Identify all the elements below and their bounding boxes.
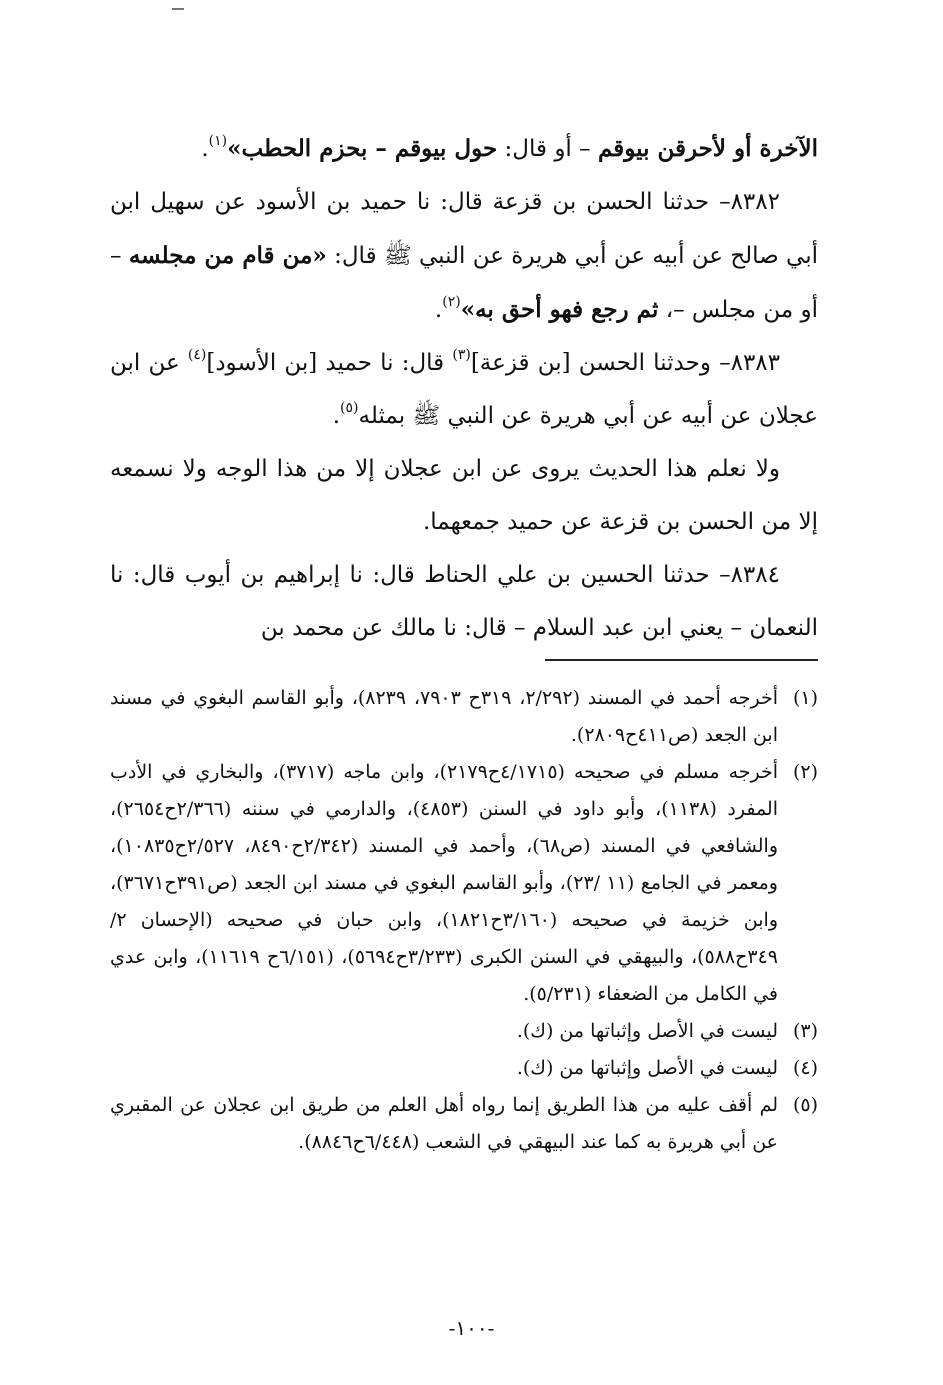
footnote-number: (٥) <box>792 1094 818 1116</box>
bold-phrase: ثم رجع فهو أحق به» <box>460 296 659 323</box>
footnote-ref: (١) <box>208 133 228 150</box>
hadith-8382 <box>110 176 818 337</box>
scan-mark <box>172 8 184 10</box>
footnote-number: (٢) <box>792 761 818 783</box>
footnote-5 <box>110 1087 818 1161</box>
footnote-number: (١) <box>792 687 818 709</box>
text-run: ٨٣٨٣– وحدثنا الحسن [بن قزعة] <box>470 350 781 376</box>
text-run: . <box>434 297 443 323</box>
footnotes <box>110 680 818 1161</box>
footnote-text: لم أقف عليه من هذا الطريق إنما رواه أهل العلم من طريق ابن عجلان عن المقبري عن أبي هريرة به كما عند البيهقي في الشعب (٦/٤٤٨ح٨٨٤٦). <box>110 1094 778 1153</box>
footnote-4 <box>110 1050 818 1087</box>
text-run: قال: نا حميد [بن الأسود] <box>206 350 453 376</box>
footnote-number: (٤) <box>792 1057 818 1079</box>
text-run: ٨٣٨٢– حدثنا الحسن بن قزعة قال: نا حميد بن الأسود عن سهيل ابن أبي صالح عن أبيه عن أبي هريرة عن النبي ﷺ قال: <box>110 189 819 269</box>
page-number: -١٠٠- <box>448 1316 495 1340</box>
main-text <box>110 122 818 655</box>
bold-phrase: الآخرة أو لأحرقن بيوقم <box>597 135 818 162</box>
text-run: – أو من مجلس –، <box>110 243 818 323</box>
footnote-ref: (٤) <box>187 347 207 364</box>
footnote-number: (٣) <box>792 1020 818 1042</box>
footnote-separator <box>545 659 818 661</box>
text-run: عن ابن عجلان عن أبيه عن أبي هريرة عن النبي ﷺ بمثله <box>110 350 818 429</box>
text-run: – أو قال: <box>497 136 598 162</box>
footnote-1 <box>110 680 818 754</box>
footnote-text: أخرجه أحمد في المسند (٢/٢٩٢، ٣١٩ح ٧٩٠٣، ٨٢٣٩)، وأبو القاسم البغوي في مسند ابن الجعد (ص٤١١ح٢٨٠٩). <box>110 687 779 746</box>
footnote-ref: (٢) <box>442 294 461 311</box>
commentary-paragraph: ولا نعلم هذا الحديث يروى عن ابن عجلان إلا من هذا الوجه ولا نسمعه إلا من الحسن بن قزعة عن حميد جمعهما. <box>110 456 818 535</box>
bold-phrase: حول بيوقم – بحزم الحطب» <box>227 135 498 162</box>
text-run: . <box>201 136 209 162</box>
bold-phrase: «من قام من مجلسه <box>128 242 327 269</box>
footnote-text: ليست في الأصل وإثباتها من (ك). <box>516 1020 778 1042</box>
footnote-text: ليست في الأصل وإثباتها من (ك). <box>516 1057 778 1079</box>
footnote-3 <box>110 1013 818 1050</box>
footnote-2 <box>110 754 818 1013</box>
paragraph-continuation <box>110 122 818 176</box>
footnote-ref: (٣) <box>452 347 471 364</box>
text-run: . <box>332 403 341 429</box>
footnote-ref: (٥) <box>340 400 359 417</box>
hadith-8383 <box>110 337 818 443</box>
hadith-8384: ٨٣٨٤– حدثنا الحسين بن علي الحناط قال: نا إبراهيم بن أيوب قال: نا النعمان – يعني ابن عبد السلام – قال: نا مالك عن محمد بن <box>110 562 818 641</box>
footnote-text: أخرجه مسلم في صحيحه (٤/١٧١٥ح٢١٧٩)، وابن ماجه (٣٧١٧)، والبخاري في الأدب المفرد (١١٣٨)، وأبو داود في السنن (٤٨٥٣)، والدارمي في سننه (٢/٣٦٦ح٢٦٥٤)، والشافعي في المسند (ص٦٨)، وأحمد في المسند (٢/٣٤٢ح٨٤٩٠، ٢/٥٢٧ح١٠٨٣٥)، ومعمر في الجامع (١١ /٢٣)، وأبو القاسم البغوي في مسند ابن الجعد (ص٣٩١ح٣٦٧١)، وابن خزيمة في صحيحه (٣/١٦٠ح١٨٢١)، وابن حبان في صحيحه (الإحسان ٢/ ٣٤٩ح٥٨٨)، والبيهقي في السنن الكبرى (٣/٢٣٣ح٥٦٩٤)، (٦/١٥١ح ١١٦١٩)، وابن عدي في الكامل من الضعفاء (٥/٢٣١). <box>110 761 779 1005</box>
